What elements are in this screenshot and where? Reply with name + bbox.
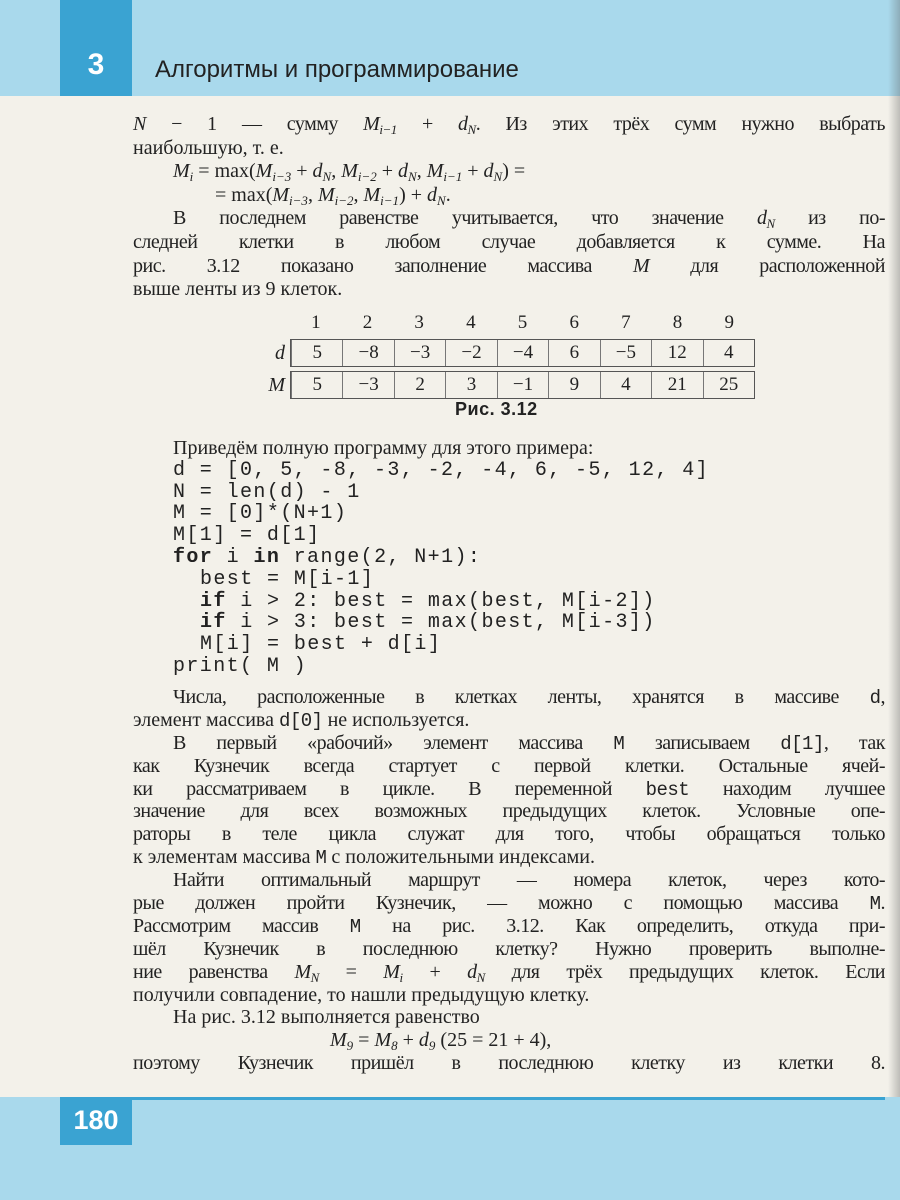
array-d-cell: −5 bbox=[600, 340, 651, 366]
chapter-title: Алгоритмы и программирование bbox=[155, 56, 519, 83]
text-run: = max( bbox=[193, 160, 256, 183]
text-block-formula bbox=[133, 113, 885, 302]
text-run: d bbox=[467, 960, 477, 983]
cell-index: 6 bbox=[569, 312, 579, 333]
text-line bbox=[133, 184, 885, 208]
text-run: Рассмотрим массив bbox=[133, 914, 350, 937]
text-line bbox=[133, 961, 885, 984]
text-run: i−1 bbox=[443, 169, 463, 185]
text-run: Найти оптимальный маршрут — номера клеток, через кото- bbox=[173, 869, 885, 892]
array-d-cell: −3 bbox=[394, 340, 445, 366]
text-run: 9 bbox=[428, 1038, 436, 1054]
text-run: ки рассматриваем в цикле. В переменной bbox=[133, 777, 646, 800]
text-run: раторы в теле цикла служат для того, чтобы обращаться только bbox=[133, 823, 885, 846]
text-run: N bbox=[493, 169, 503, 185]
text-run: − 1 — сумму bbox=[145, 113, 364, 135]
text-run: получили совпадение, то нашли предыдущую клетку. bbox=[133, 983, 590, 1006]
text-run: ние равенства bbox=[133, 960, 295, 983]
text-run: d bbox=[398, 160, 409, 183]
code-keyword: if bbox=[200, 611, 227, 635]
code-line bbox=[133, 634, 885, 656]
text-run: записываем bbox=[624, 731, 781, 754]
text-run: = max( bbox=[215, 183, 273, 206]
inline-code: M bbox=[613, 732, 625, 755]
array-d-cell: 4 bbox=[703, 340, 754, 366]
text-run: = bbox=[318, 960, 384, 983]
text-run: + bbox=[402, 960, 468, 983]
text-line bbox=[133, 160, 885, 184]
array-m-cell: 5 bbox=[291, 372, 342, 398]
array-d-label: d bbox=[275, 342, 285, 364]
cell-index: 8 bbox=[672, 312, 683, 333]
text-line bbox=[133, 892, 885, 915]
text-run: d bbox=[756, 207, 767, 230]
text-run: M bbox=[383, 960, 400, 983]
text-run: M bbox=[426, 160, 444, 183]
text-run: d bbox=[312, 160, 323, 183]
text-run: M bbox=[317, 183, 335, 206]
array-d-row bbox=[275, 339, 755, 367]
text-run: M bbox=[272, 183, 290, 206]
text-line bbox=[133, 255, 885, 279]
text-run: находим лучшее bbox=[689, 777, 885, 800]
text-run: Приведём полную программу для этого примера: bbox=[173, 437, 594, 459]
text-run: N bbox=[133, 113, 146, 135]
text-run: N = len(d) - 1 bbox=[173, 480, 361, 504]
text-run: range(2, N+1): bbox=[280, 545, 482, 569]
text-run: d bbox=[427, 183, 438, 206]
inline-code: d[0] bbox=[278, 709, 323, 732]
text-run: i−1 bbox=[380, 192, 400, 208]
text-run: к элементам массива bbox=[133, 846, 316, 869]
text-run: , bbox=[880, 686, 885, 708]
text-run: на рис. 3.12. Как определить, откуда при- bbox=[360, 914, 885, 937]
cell-index: 4 bbox=[466, 312, 476, 333]
text-run: + bbox=[396, 113, 459, 135]
text-line bbox=[133, 278, 885, 302]
text-run: , bbox=[307, 183, 318, 206]
text-run: d = [0, 5, -8, -3, -2, -4, 6, -5, 12, 4] bbox=[173, 458, 710, 482]
text-run: M bbox=[255, 160, 273, 183]
code-line bbox=[133, 547, 885, 569]
code-keyword: for bbox=[173, 545, 214, 569]
text-run: , так bbox=[823, 731, 885, 754]
array-m-cell: −1 bbox=[497, 372, 548, 398]
array-m-cell: 3 bbox=[445, 372, 496, 398]
array-d-cell: −4 bbox=[497, 340, 548, 366]
cell-index-row bbox=[290, 312, 755, 336]
text-run: + bbox=[291, 160, 313, 183]
text-line bbox=[133, 207, 885, 231]
array-m-cell: 25 bbox=[703, 372, 754, 398]
text-run: i−2 bbox=[334, 192, 354, 208]
text-line bbox=[133, 938, 885, 961]
text-run: Числа, расположенные в клетках ленты, хранятся в массиве bbox=[173, 686, 870, 708]
text-run: i bbox=[189, 169, 194, 185]
text-line bbox=[133, 778, 885, 801]
array-m-cell: −3 bbox=[342, 372, 393, 398]
code-line bbox=[133, 525, 885, 547]
text-line bbox=[133, 1052, 885, 1075]
text-run: M bbox=[173, 160, 190, 183]
text-run: На рис. 3.12 выполняется равенство bbox=[173, 1006, 480, 1029]
text-run: N bbox=[766, 216, 775, 232]
text-run: для расположенной bbox=[649, 254, 885, 277]
text-line bbox=[133, 137, 885, 161]
text-line bbox=[133, 984, 885, 1007]
text-run: M bbox=[341, 160, 358, 183]
text-run: i−3 bbox=[272, 169, 292, 185]
text-run: В первый «рабочий» элемент массива bbox=[173, 731, 614, 754]
text-run: i > 2: best = max(best, M[i-2]) bbox=[226, 589, 656, 613]
text-run: шёл Кузнечик в последнюю клетку? Нужно проверить выполне- bbox=[133, 937, 885, 960]
text-line bbox=[133, 732, 885, 755]
chapter-number-tab: 3 bbox=[60, 0, 132, 96]
array-m-cell: 2 bbox=[394, 372, 445, 398]
text-run: как Кузнечик всегда стартует с первой клетки. Остальные ячей- bbox=[133, 754, 885, 777]
text-line bbox=[133, 1029, 885, 1052]
text-run: следней клетки в любом случае добавляется к сумме. На bbox=[133, 230, 885, 253]
text-run: i > 3: best = max(best, M[i-3]) bbox=[226, 611, 656, 635]
array-d-cell: 6 bbox=[548, 340, 599, 366]
code-line bbox=[133, 591, 885, 613]
array-d-cell: −2 bbox=[445, 340, 496, 366]
text-run: + bbox=[397, 1029, 419, 1052]
text-run: , bbox=[331, 160, 342, 183]
text-line bbox=[133, 800, 885, 823]
text-run: M[i] = best + d[i] bbox=[200, 633, 442, 657]
inline-code: M bbox=[869, 893, 881, 916]
text-run: , bbox=[353, 183, 364, 206]
code-line bbox=[133, 569, 885, 591]
text-run: d bbox=[418, 1029, 429, 1052]
text-run: ) = bbox=[502, 160, 526, 183]
text-run: = bbox=[353, 1029, 375, 1052]
cell-index: 5 bbox=[517, 312, 528, 333]
code-line bbox=[133, 612, 885, 634]
array-m-cell: 9 bbox=[548, 372, 599, 398]
text-run: i−3 bbox=[289, 192, 308, 208]
figure-caption: Рис. 3.12 bbox=[455, 399, 538, 419]
text-line bbox=[133, 846, 885, 869]
text-run: (25 = 21 + 4), bbox=[435, 1029, 552, 1052]
code-line bbox=[133, 460, 885, 482]
code-keyword: in bbox=[253, 545, 281, 569]
text-run: d bbox=[483, 160, 494, 183]
text-run: с положительными индексами. bbox=[326, 846, 595, 869]
footer-band bbox=[0, 1097, 900, 1200]
footer-rule bbox=[130, 1097, 885, 1100]
text-run: M bbox=[294, 960, 311, 983]
text-run: M = [0]*(N+1) bbox=[173, 502, 348, 526]
text-run: M bbox=[363, 183, 381, 206]
code-line bbox=[133, 656, 885, 678]
array-m-cell: 21 bbox=[651, 372, 702, 398]
text-run: print( M ) bbox=[173, 654, 308, 678]
text-run: значение для всех возможных предыдущих клеток. Условные опе- bbox=[133, 800, 885, 823]
inline-code: M bbox=[349, 915, 361, 938]
cell-index: 9 bbox=[724, 312, 734, 333]
text-run: . bbox=[880, 892, 885, 915]
text-run: M bbox=[363, 113, 380, 135]
text-line bbox=[133, 1006, 885, 1029]
text-run: ) + bbox=[399, 183, 428, 206]
text-run: i−2 bbox=[357, 169, 377, 185]
page-edge-shadow bbox=[888, 0, 900, 1200]
text-run: N bbox=[476, 969, 485, 985]
text-run: , bbox=[416, 160, 427, 183]
text-run: best = M[i-1] bbox=[200, 567, 375, 591]
text-block-explanation bbox=[133, 686, 885, 1075]
text-line bbox=[133, 755, 885, 778]
text-run: 9 bbox=[346, 1038, 354, 1054]
text-run: В последнем равенстве учитывается, что значение bbox=[173, 207, 757, 230]
text-run: элемент массива bbox=[133, 708, 279, 731]
text-run: + bbox=[376, 160, 399, 183]
cell-index: 2 bbox=[362, 312, 373, 333]
text-run: N bbox=[437, 192, 446, 208]
code-line bbox=[133, 503, 885, 525]
text-run: M bbox=[374, 1029, 392, 1052]
text-run: M bbox=[632, 254, 650, 277]
text-run: M[1] = d[1] bbox=[173, 524, 321, 548]
array-d-cell: 12 bbox=[651, 340, 702, 366]
text-line bbox=[133, 438, 885, 460]
inline-code: d bbox=[869, 687, 881, 709]
text-run: N bbox=[322, 169, 332, 185]
text-run: рис. 3.12 показано заполнение массива bbox=[133, 254, 633, 277]
text-run: выше ленты из 9 клеток. bbox=[133, 278, 343, 301]
text-run: не используется. bbox=[322, 708, 470, 731]
text-run: 8 bbox=[391, 1038, 398, 1054]
text-line bbox=[133, 231, 885, 255]
array-m-cell: 4 bbox=[600, 372, 651, 398]
array-m-row bbox=[268, 371, 755, 399]
cell-index: 1 bbox=[311, 312, 321, 333]
text-line bbox=[133, 709, 885, 732]
array-d-cell: −8 bbox=[342, 340, 393, 366]
text-run: N bbox=[467, 122, 476, 137]
inline-code: M bbox=[315, 847, 327, 870]
text-line bbox=[133, 686, 885, 709]
code-keyword: if bbox=[200, 589, 227, 613]
text-run: . Из этих трёх сумм нужно выбрать bbox=[475, 113, 885, 135]
text-run: d bbox=[458, 113, 468, 135]
cell-index: 7 bbox=[621, 312, 631, 333]
inline-code: d[1] bbox=[780, 732, 824, 755]
text-line bbox=[133, 915, 885, 938]
array-d-cell: 5 bbox=[291, 340, 342, 366]
inline-code: best bbox=[645, 778, 690, 801]
text-run: для трёх предыдущих клеток. Если bbox=[484, 960, 886, 983]
array-m-label: M bbox=[268, 374, 285, 396]
text-run: i bbox=[213, 545, 254, 569]
text-run: i bbox=[399, 969, 403, 985]
figure-3-12-table bbox=[268, 312, 755, 399]
text-run: наибольшую, т. е. bbox=[133, 136, 284, 159]
text-run: i−1 bbox=[379, 122, 397, 137]
text-line bbox=[133, 823, 885, 846]
cell-index: 3 bbox=[414, 312, 424, 333]
text-run: из по- bbox=[774, 207, 885, 230]
text-run: + bbox=[462, 160, 484, 183]
program-listing bbox=[133, 438, 885, 678]
text-run: поэтому Кузнечик пришёл в последнюю клетку из клетки 8. bbox=[133, 1052, 885, 1075]
text-run: M bbox=[330, 1029, 347, 1052]
page-number: 180 bbox=[60, 1097, 132, 1145]
text-run: . bbox=[445, 183, 451, 206]
text-line bbox=[133, 869, 885, 892]
code-line bbox=[133, 482, 885, 504]
text-run: N bbox=[408, 169, 417, 185]
text-run: N bbox=[310, 969, 319, 985]
text-run: рые должен пройти Кузнечик, — можно с помощью массива bbox=[133, 892, 870, 915]
text-line bbox=[133, 113, 885, 137]
